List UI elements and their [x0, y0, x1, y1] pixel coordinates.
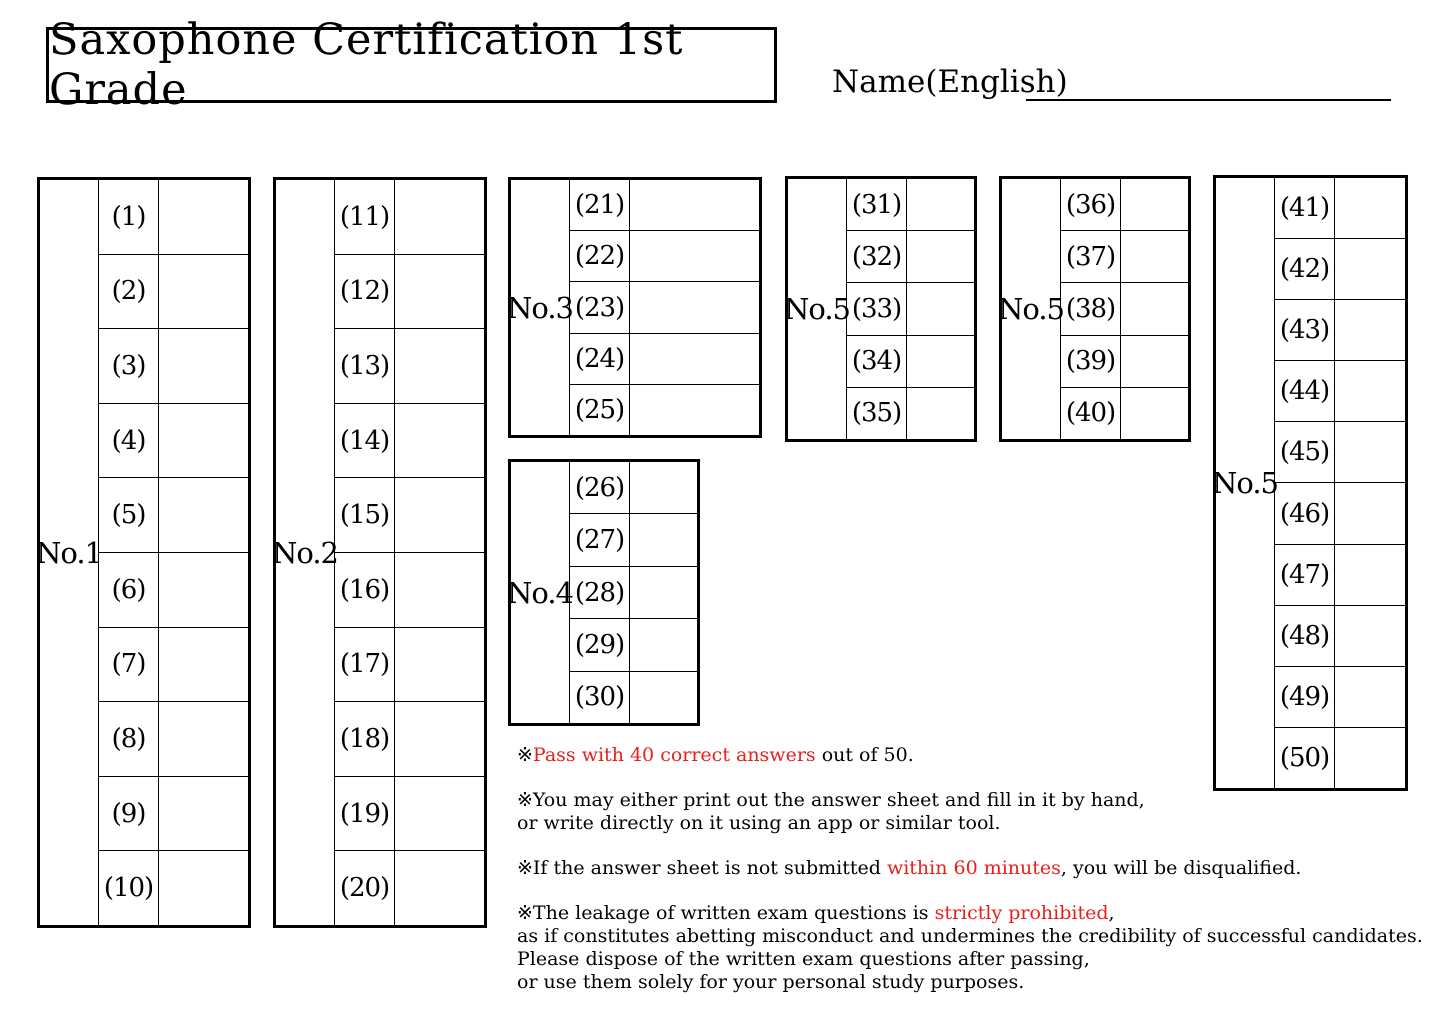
- note-text: out of 50.: [815, 744, 914, 766]
- answer-row: [99, 180, 248, 255]
- answer-cell[interactable]: [395, 255, 484, 329]
- answer-cell[interactable]: [159, 329, 248, 403]
- question-number: (33): [847, 283, 907, 334]
- block-label: No.4: [511, 462, 570, 723]
- answer-cell[interactable]: [630, 334, 759, 384]
- answer-cell[interactable]: [159, 628, 248, 702]
- answer-block-no5-c: [1213, 175, 1408, 791]
- question-number: (17): [335, 628, 395, 702]
- answer-cell[interactable]: [1335, 483, 1405, 543]
- question-number: (24): [570, 334, 630, 384]
- answer-cell[interactable]: [1121, 388, 1188, 439]
- answer-row: [847, 388, 974, 439]
- answer-cell[interactable]: [1335, 422, 1405, 482]
- answer-cell[interactable]: [1335, 300, 1405, 360]
- question-number: (11): [335, 180, 395, 254]
- answer-row: [335, 255, 484, 330]
- answer-row: [1275, 667, 1405, 728]
- question-number: (44): [1275, 361, 1335, 421]
- answer-block-no5-a: [785, 176, 977, 442]
- note-text: or use them solely for your personal study purposes.: [517, 971, 1025, 993]
- answer-row: [1061, 388, 1188, 439]
- answer-row: [1275, 422, 1405, 483]
- answer-cell[interactable]: [395, 628, 484, 702]
- answer-cell[interactable]: [395, 777, 484, 851]
- question-number: (32): [847, 231, 907, 282]
- question-number: (3): [99, 329, 159, 403]
- answer-cell[interactable]: [395, 180, 484, 254]
- note-text: ※You may either print out the answer sheet and fill in it by hand,: [517, 789, 1145, 811]
- answer-row: [335, 180, 484, 255]
- answer-row: [1275, 606, 1405, 667]
- question-number: (46): [1275, 483, 1335, 543]
- answer-row: [570, 672, 697, 723]
- answer-cell[interactable]: [907, 336, 974, 387]
- answer-cell[interactable]: [907, 388, 974, 439]
- answer-cell[interactable]: [907, 283, 974, 334]
- answer-row: [847, 336, 974, 388]
- page-title: Saxophone Certification 1st Grade: [46, 27, 777, 103]
- note-highlight: strictly prohibited: [934, 902, 1109, 924]
- answer-block-no1: [37, 177, 251, 928]
- question-number: (4): [99, 404, 159, 478]
- block-label: No.5: [1216, 178, 1275, 788]
- answer-cell[interactable]: [159, 553, 248, 627]
- answer-cell[interactable]: [395, 702, 484, 776]
- question-number: (19): [335, 777, 395, 851]
- answer-row: [99, 628, 248, 703]
- answer-row: [99, 702, 248, 777]
- question-number: (40): [1061, 388, 1121, 439]
- question-number: (6): [99, 553, 159, 627]
- answer-row: [99, 777, 248, 852]
- note-text: Please dispose of the written exam questions after passing,: [517, 948, 1090, 970]
- question-number: (45): [1275, 422, 1335, 482]
- question-number: (42): [1275, 239, 1335, 299]
- answer-row: [570, 334, 759, 385]
- answer-block-no2: [273, 177, 487, 928]
- answer-cell[interactable]: [159, 255, 248, 329]
- answer-cell[interactable]: [907, 231, 974, 282]
- answer-row: [570, 619, 697, 671]
- answer-cell[interactable]: [395, 478, 484, 552]
- answer-row: [335, 628, 484, 703]
- answer-cell[interactable]: [630, 282, 759, 332]
- answer-cell[interactable]: [1335, 361, 1405, 421]
- answer-row: [99, 255, 248, 330]
- answer-cell[interactable]: [1335, 545, 1405, 605]
- answer-row: [570, 514, 697, 566]
- answer-cell[interactable]: [1335, 178, 1405, 238]
- question-number: (30): [570, 672, 630, 723]
- question-number: (37): [1061, 231, 1121, 282]
- answer-cell[interactable]: [1121, 231, 1188, 282]
- answer-row: [335, 404, 484, 479]
- note-text: or write directly on it using an app or similar tool.: [517, 812, 1001, 834]
- answer-cell[interactable]: [630, 462, 697, 513]
- block-label: No.5: [1002, 179, 1061, 439]
- answer-row: [570, 180, 759, 231]
- answer-row: [1061, 283, 1188, 335]
- question-number: (38): [1061, 283, 1121, 334]
- question-number: (28): [570, 567, 630, 618]
- answer-row: [335, 702, 484, 777]
- answer-row: [1061, 336, 1188, 388]
- note-time: [517, 857, 1417, 880]
- block-label: No.3: [511, 180, 570, 435]
- answer-row: [335, 478, 484, 553]
- block-label: No.5: [788, 179, 847, 439]
- answer-row: [335, 553, 484, 628]
- answer-row: [99, 851, 248, 925]
- note-text: ※The leakage of written exam questions is: [517, 902, 935, 924]
- answer-cell[interactable]: [630, 231, 759, 281]
- answer-cell[interactable]: [159, 851, 248, 925]
- answer-row: [1275, 239, 1405, 300]
- answer-row: [570, 462, 697, 514]
- answer-cell[interactable]: [630, 672, 697, 723]
- answer-cell[interactable]: [630, 567, 697, 618]
- answer-row: [1275, 545, 1405, 606]
- answer-cell[interactable]: [1121, 283, 1188, 334]
- block-label: No.1: [40, 180, 99, 925]
- answer-cell[interactable]: [907, 179, 974, 230]
- answer-row: [1061, 179, 1188, 231]
- answer-row: [99, 478, 248, 553]
- note-highlight: Pass with 40 correct answers: [532, 744, 816, 766]
- answer-cell[interactable]: [1335, 239, 1405, 299]
- answer-row: [1275, 361, 1405, 422]
- answer-row: [335, 777, 484, 852]
- question-number: (27): [570, 514, 630, 565]
- answer-row: [847, 231, 974, 283]
- answer-cell[interactable]: [1121, 179, 1188, 230]
- answer-cell[interactable]: [159, 180, 248, 254]
- note-text: , you will be disqualified.: [1060, 857, 1302, 879]
- question-number: (21): [570, 180, 630, 230]
- question-number: (15): [335, 478, 395, 552]
- answer-row: [99, 404, 248, 479]
- answer-cell[interactable]: [630, 180, 759, 230]
- answer-cell[interactable]: [630, 385, 759, 435]
- question-number: (39): [1061, 336, 1121, 387]
- answer-cell[interactable]: [159, 777, 248, 851]
- question-number: (50): [1275, 728, 1335, 788]
- note-pass: [517, 744, 1417, 767]
- note-text: ※If the answer sheet is not submitted: [517, 857, 887, 879]
- note-text: as if constitutes abetting misconduct and undermines the credibility of successful candidates.: [517, 925, 1423, 947]
- instructions: [517, 744, 1423, 1016]
- note-mark: ※: [517, 744, 533, 766]
- question-number: (12): [335, 255, 395, 329]
- answer-cell[interactable]: [1121, 336, 1188, 387]
- answer-cell[interactable]: [159, 404, 248, 478]
- answer-cell[interactable]: [630, 514, 697, 565]
- answer-row: [1275, 300, 1405, 361]
- question-number: (26): [570, 462, 630, 513]
- answer-cell[interactable]: [395, 851, 484, 925]
- answer-row: [335, 851, 484, 925]
- question-number: (48): [1275, 606, 1335, 666]
- answer-row: [570, 282, 759, 333]
- name-label: Name(English): [832, 64, 1068, 100]
- answer-row: [847, 179, 974, 231]
- question-number: (10): [99, 851, 159, 925]
- answer-cell[interactable]: [1335, 667, 1405, 727]
- question-number: (25): [570, 385, 630, 435]
- question-number: (41): [1275, 178, 1335, 238]
- answer-row: [570, 567, 697, 619]
- answer-cell[interactable]: [1335, 606, 1405, 666]
- question-number: (16): [335, 553, 395, 627]
- answer-row: [847, 283, 974, 335]
- question-number: (47): [1275, 545, 1335, 605]
- answer-row: [99, 329, 248, 404]
- question-number: (5): [99, 478, 159, 552]
- answer-cell[interactable]: [395, 553, 484, 627]
- question-number: (35): [847, 388, 907, 439]
- answer-cell[interactable]: [395, 329, 484, 403]
- question-number: (23): [570, 282, 630, 332]
- note-line: [517, 902, 1417, 925]
- answer-cell[interactable]: [630, 619, 697, 670]
- answer-row: [1061, 231, 1188, 283]
- block-label: No.2: [276, 180, 335, 925]
- question-number: (43): [1275, 300, 1335, 360]
- note-highlight: within 60 minutes: [886, 857, 1061, 879]
- question-number: (8): [99, 702, 159, 776]
- question-number: (7): [99, 628, 159, 702]
- answer-cell[interactable]: [159, 478, 248, 552]
- name-input-line[interactable]: [1026, 99, 1391, 101]
- question-number: (34): [847, 336, 907, 387]
- answer-row: [570, 231, 759, 282]
- answer-row: [99, 553, 248, 628]
- note-print: [517, 789, 1417, 835]
- question-number: (22): [570, 231, 630, 281]
- answer-block-no5-b: [999, 176, 1191, 442]
- answer-row: [570, 385, 759, 435]
- answer-row: [335, 329, 484, 404]
- answer-block-no3: [508, 177, 762, 438]
- answer-cell[interactable]: [395, 404, 484, 478]
- question-number: (18): [335, 702, 395, 776]
- question-number: (13): [335, 329, 395, 403]
- question-number: (20): [335, 851, 395, 925]
- note-leak: [517, 902, 1423, 994]
- question-number: (9): [99, 777, 159, 851]
- question-number: (29): [570, 619, 630, 670]
- answer-cell[interactable]: [159, 702, 248, 776]
- question-number: (1): [99, 180, 159, 254]
- question-number: (31): [847, 179, 907, 230]
- answer-row: [1275, 178, 1405, 239]
- question-number: (49): [1275, 667, 1335, 727]
- question-number: (14): [335, 404, 395, 478]
- note-text: ,: [1108, 902, 1115, 924]
- question-number: (36): [1061, 179, 1121, 230]
- question-number: (2): [99, 255, 159, 329]
- answer-row: [1275, 483, 1405, 544]
- answer-block-no4: [508, 459, 700, 726]
